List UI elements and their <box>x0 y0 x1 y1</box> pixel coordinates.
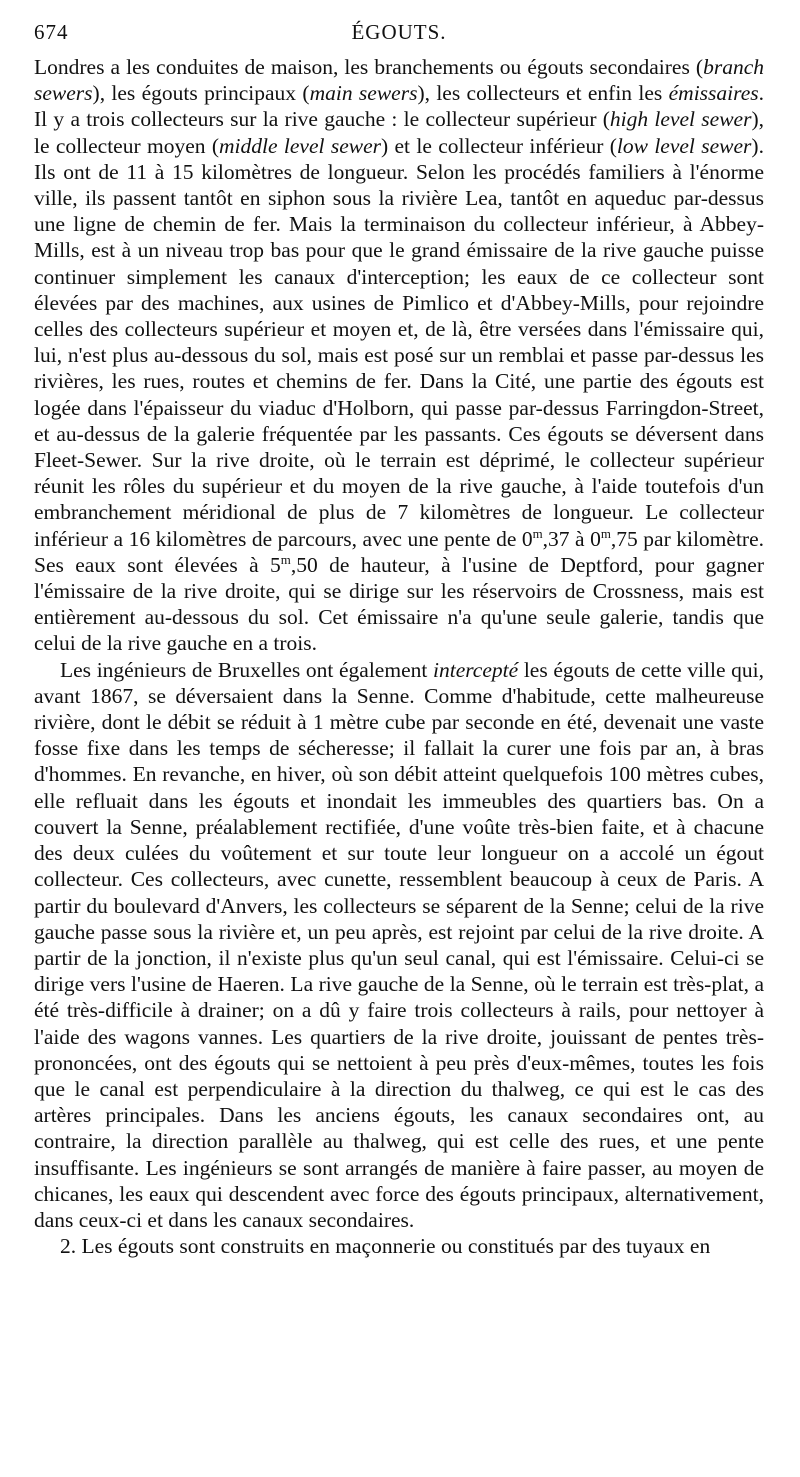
paragraph <box>34 1233 764 1259</box>
text-run: Les ingénieurs de Bruxelles ont également <box>60 657 433 682</box>
running-title: ÉGOUTS. <box>351 20 447 44</box>
italic-term: émissaires <box>668 81 759 106</box>
body-text <box>34 54 764 1259</box>
text-run: 2. Les égouts sont construits en maçonnerie ou constitués par des tuyaux en <box>60 1234 711 1259</box>
text-run: ) et le collecteur inférieur ( <box>381 133 617 158</box>
italic-term: branch sewers <box>34 55 764 106</box>
italic-term: main sewers <box>309 81 418 106</box>
text-run: ), le collecteur moyen ( <box>34 107 764 158</box>
page-number: 674 <box>34 20 69 44</box>
italic-term: intercepté <box>433 657 519 682</box>
superscript-unit: m <box>280 552 291 567</box>
page-header <box>34 20 764 54</box>
text-run: ), les égouts principaux ( <box>92 81 310 106</box>
text-run: ,75 par kilomètre. Ses eaux sont élevées à 5 <box>34 526 765 577</box>
paragraph <box>34 657 764 1233</box>
text-run: ). Ils ont de 11 à 15 kilomètres de longueur. Selon les procédés familiers à l'énorme ville, ils passent tantôt en siphon sous la rivière Lea, tantôt en aqueduc par-dessus une ligne de chemin de fer. Mais la terminaison du collecteur inférieur, à Abbey-Mills, est à un niveau trop bas pour que le grand émissaire de la rive gauche puisse continuer simplement les canaux d'interception; les eaux de ce collecteur sont élevées par des machines, aux usines de Pimlico et d'Abbey-Mills, pour rejoindre celles des collecteurs supérieur et moyen et, de là, être versées dans l'émissaire qui, lui, n'est plus au-dessous du sol, mais est posé sur un remblai et passe par-dessus les rivières, les rues, routes et chemins de fer. Dans la Cité, une partie des égouts est logée dans l'épaisseur du viaduc d'Holborn, qui passe par-dessus Farringdon-Street, et au-dessus de la galerie fréquentée par les passants. Ces égouts se déversent dans Fleet-Sewer. Sur la rive droite, où le terrain est déprimé, le collecteur supérieur réunit les rôles du supérieur et du moyen de la rive gauche, à l'aide toutefois d'un embranchement méridional de plus de 7 kilomètres de longueur. Le collecteur inférieur a 16 kilomètres de parcours, avec une pente de 0 <box>34 133 764 551</box>
text-run: les égouts de cette ville qui, avant 1867, se déversaient dans la Senne. Comme d'habitude, cette malheureuse rivière, dont le débit se réduit à 1 mètre cube par seconde en été, devenait une vaste fosse fixe dans les temps de sécheresse; il fallait la curer une fois par an, à bras d'hommes. En revanche, en hiver, où son débit atteint quelquefois 100 mètres cubes, elle refluait dans les égouts et inondait les immeubles des quartiers bas. On a couvert la Senne, préalablement rectifiée, d'une voûte très-bien faite, et à chacune des deux culées du voûtement et sur toute leur longueur on a accolé un égout collecteur. Ces collecteurs, avec cunette, ressemblent beaucoup à ceux de Paris. A partir du boulevard d'Anvers, les collecteurs se séparent de la Senne; celui de la rive gauche passe sous la rivière et, un peu après, est rejoint par celui de la rive droite. A partir de la jonction, il n'existe plus qu'un seul canal, qui est l'émissaire. Celui-ci se dirige vers l'usine de Haeren. La rive gauche de la Senne, où le terrain est très-plat, a été très-difficile à drainer; on a dû y faire trois collecteurs à rails, pour nettoyer à l'aide des wagons vannes. Les quartiers de la rive droite, jouissant de pentes très-prononcées, ont des égouts qui se nettoient à peu près d'eux-mêmes, toutes les fois que le canal est perpendiculaire à la direction du thalweg, ce qui est le cas des artères principales. Dans les anciens égouts, les canaux secondaires ont, au contraire, la direction parallèle au thalweg, qui est celle des rues, et une pente insuffisante. Les ingénieurs se sont arrangés de manière à faire passer, au moyen de chicanes, les eaux qui descendent avec force des égouts principaux, alternativement, dans ceux-ci et dans les canaux secondaires. <box>34 657 764 1232</box>
superscript-unit: m <box>600 526 611 541</box>
text-run: ,37 à 0 <box>542 526 601 551</box>
italic-term: high level sewer <box>609 107 752 132</box>
text-run: Londres a les conduites de maison, les branchements ou égouts secondaires ( <box>34 55 704 79</box>
italic-term: low level sewer <box>616 133 752 158</box>
superscript-unit: m <box>532 526 543 541</box>
italic-term: middle level sewer <box>219 133 381 158</box>
text-run: ), les collecteurs et enfin les <box>417 81 669 106</box>
text-run: ,50 de hauteur, à l'usine de Deptford, pour gagner l'émissaire de la rive droite, qui se dirige sur les réservoirs de Crossness, mais est entièrement au-dessous du sol. Cet émissaire n'a qu'une seule galerie, tandis que celui de la rive gauche en a trois. <box>34 552 764 656</box>
paragraph <box>34 54 764 657</box>
text-run: . Il y a trois collecteurs sur la rive gauche : le collecteur supérieur ( <box>34 81 764 132</box>
